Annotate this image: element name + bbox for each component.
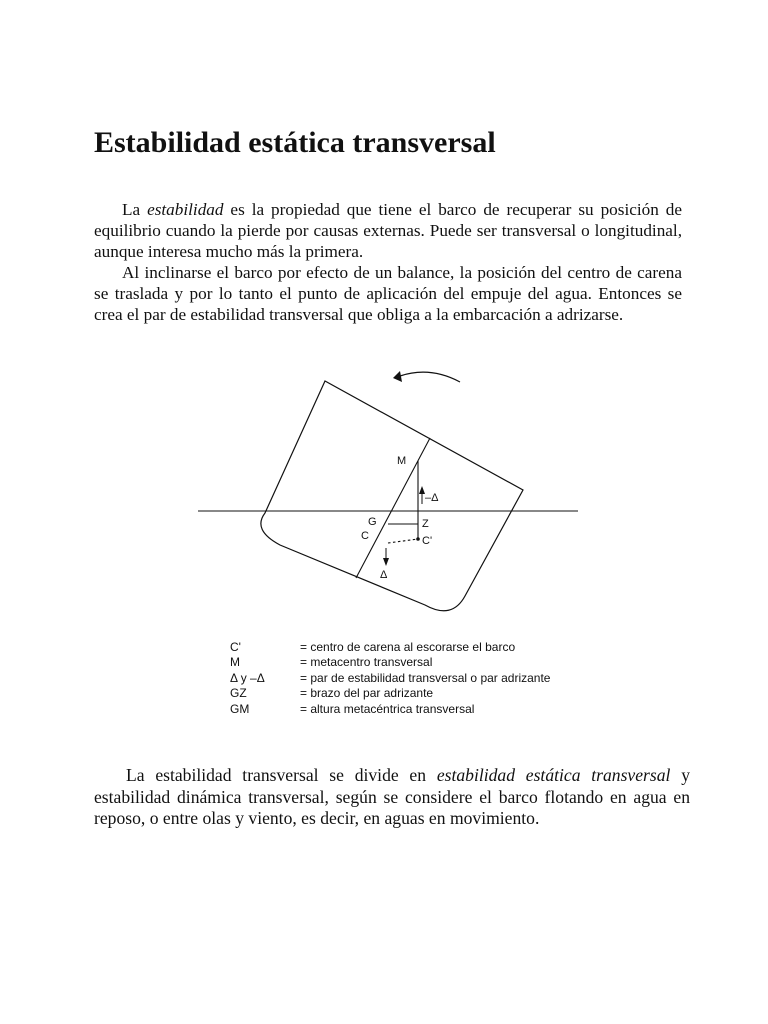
label-c-prime: C' — [422, 535, 433, 547]
label-z: Z — [422, 518, 429, 530]
label-minus-delta: –Δ — [425, 492, 439, 504]
rotation-arrow — [400, 372, 460, 382]
centerline — [356, 438, 433, 578]
stability-diagram — [190, 368, 590, 643]
figure-legend — [230, 640, 550, 717]
legend-row-c-prime: C' = centro de carena al escorarse el barco — [230, 640, 516, 654]
paragraph-inclinacion: Al inclinarse el barco por efecto de un balance, la posición del centro de carena se traslada y por lo tanto el punto de aplicación del empuje del agua. Entonces se crea el par de estabilidad transversal que obliga a la embarcación a adrizarse. — [94, 263, 682, 324]
closing-text — [94, 765, 690, 830]
paragraph-tipos: La estabilidad transversal se divide en estabilidad estática transversal y estabilidad dinámica transversal, según se considere el barco flotando en agua en reposo, o entre olas y viento, es decir, en aguas en movimiento. — [94, 765, 690, 828]
legend-row-m: M = metacentro transversal — [230, 655, 433, 670]
rotation-arrowhead-icon — [393, 371, 402, 382]
term-estatica: estabilidad estática transversal — [436, 765, 671, 785]
legend-row-delta: Δ y –Δ = par de estabilidad transversal o par adrizante — [230, 670, 551, 685]
term-estabilidad: estabilidad — [147, 200, 224, 219]
hull-outline — [261, 381, 523, 611]
intro-text — [94, 199, 682, 325]
point-c-prime — [416, 537, 420, 541]
page-title: Estabilidad estática transversal — [94, 126, 496, 159]
label-m: M — [397, 455, 407, 467]
legend-row-gm: GM = altura metacéntrica transversal — [230, 701, 475, 716]
paragraph-estabilidad: La estabilidad es la propiedad que tiene el barco de recuperar su posición de equilibrio cuando la pierde por causas externas. Puede ser transversal o longitudinal, aunque interesa mucho más la primera. — [94, 200, 682, 261]
label-g: G — [368, 516, 377, 528]
label-delta: Δ — [380, 569, 388, 581]
legend-row-gz: GZ = brazo del par adrizante — [230, 686, 434, 701]
buoyancy-shift — [388, 539, 418, 543]
label-c: C — [361, 530, 369, 542]
delta-arrowhead-icon — [383, 558, 389, 566]
